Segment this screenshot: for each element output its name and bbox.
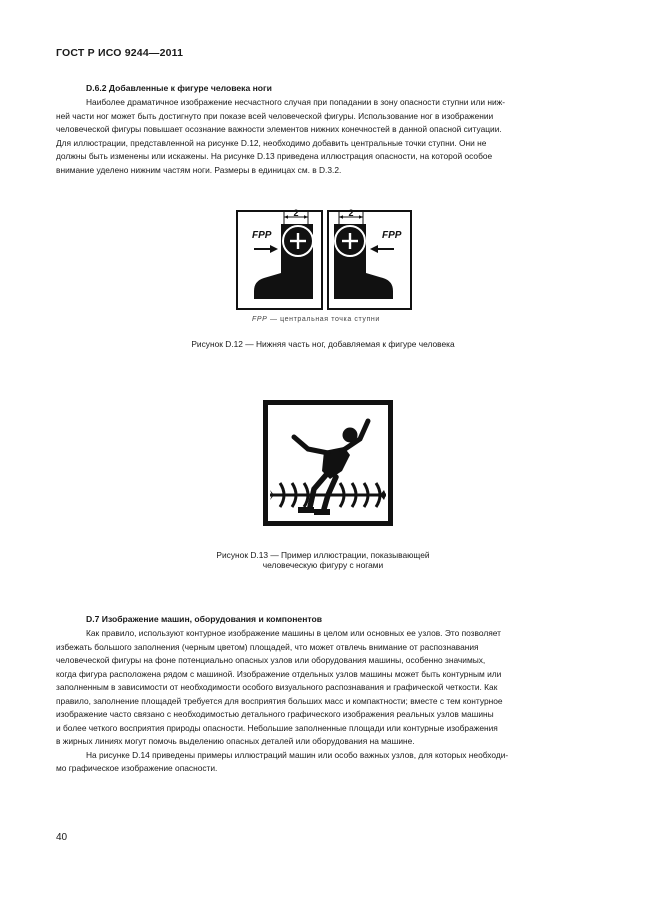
legend-text: — центральная точка ступни [267,316,380,323]
legend-abbr: FPP [252,316,268,323]
paragraph-line: На рисунке D.14 приведены примеры иллюстраций машин или особо важных узлов, для которых необходи- [86,749,509,760]
figure-d13-caption [150,550,496,570]
paragraph-line: изображение часто связано с необходимостью детального графического изображения реальных узлов машины [56,709,494,719]
section-d7-paragraph [56,627,591,776]
paragraph-line: человеческой фигуры повышает осознание важности элементов нижних конечностей в данной опасной ситуации. [56,124,502,134]
paragraph-line: внимание уделено нижним частям ноги. Размеры в единицах см. в D.3.2. [56,164,342,175]
figure-d12 [236,207,412,313]
document-header: ГОСТ Р ИСО 9244—2011 [56,47,184,59]
page-number: 40 [56,832,68,843]
paragraph-line: избежать большого заполнения (черным цветом) площадей, что может отвлечь внимание от распознавания [56,641,479,652]
paragraph-line: Как правило, используют контурное изображение машины в целом или основных ее узлов. Это позволяет [86,628,501,638]
section-title-d62: D.6.2 Добавленные к фигуре человека ноги [86,83,272,93]
dimension-label: 2 [348,208,354,218]
foot-panels-illustration [236,207,412,313]
figure-d12-caption: Рисунок D.12 — Нижняя часть ног, добавляемая к фигуре человека [191,339,455,349]
right-foot-panel [328,208,411,309]
fpp-label: FPP [382,230,402,241]
left-foot-panel [237,208,322,309]
paragraph-line: Для иллюстрации, представленной на рисунке D.12, необходимо добавить центральные точки ступни. Они не [56,137,487,148]
paragraph-line: ней части ног может быть достигнуто при показе всей человеческой фигуры. Использование ног в изображении [56,110,494,121]
section-title-d7: D.7 Изображение машин, оборудования и компонентов [86,614,323,624]
paragraph-line: когда фигура расположена рядом с машиной. Изображение отдельных узлов машины может быть контурным или [56,668,502,679]
figure-d13 [262,399,394,527]
dimension-label: 2 [293,208,299,218]
paragraph-line: должны быть изменены или искажены. На рисунке D.13 приведена иллюстрация опасности, на которой особое [56,151,493,161]
paragraph-line: мо графическое изображение опасности. [56,763,218,773]
paragraph-line: в жирных линиях могут помочь выделению опасных деталей или оборудования на машине. [56,736,415,746]
paragraph-line: Наиболее драматичное изображение несчастного случая при попадании в зону опасности ступни или ниж- [86,97,506,107]
section-d62-paragraph [56,96,591,177]
caption-line: Рисунок D.13 — Пример иллюстрации, показывающей [216,550,430,560]
paragraph-line: заполненным в зависимости от необходимости особого визуального распознавания и графической четкости. Как [56,682,498,692]
paragraph-line: человеческой фигуры на фоне потенциально опасных узлов или оборудования машины, особенно значимых, [56,655,486,665]
auger-hazard-illustration [262,399,394,527]
figure-d12-legend [252,316,380,323]
paragraph-line: правило, заполнение площадей требуется для восприятия больших масс и компактности; вместе с тем контурное [56,695,503,706]
paragraph-line: и более четкого восприятия природы опасности. Небольшие заполненные площади или контурные изображения [56,722,498,733]
caption-line: человеческую фигуру с ногами [262,560,384,570]
fpp-label: FPP [252,230,272,241]
